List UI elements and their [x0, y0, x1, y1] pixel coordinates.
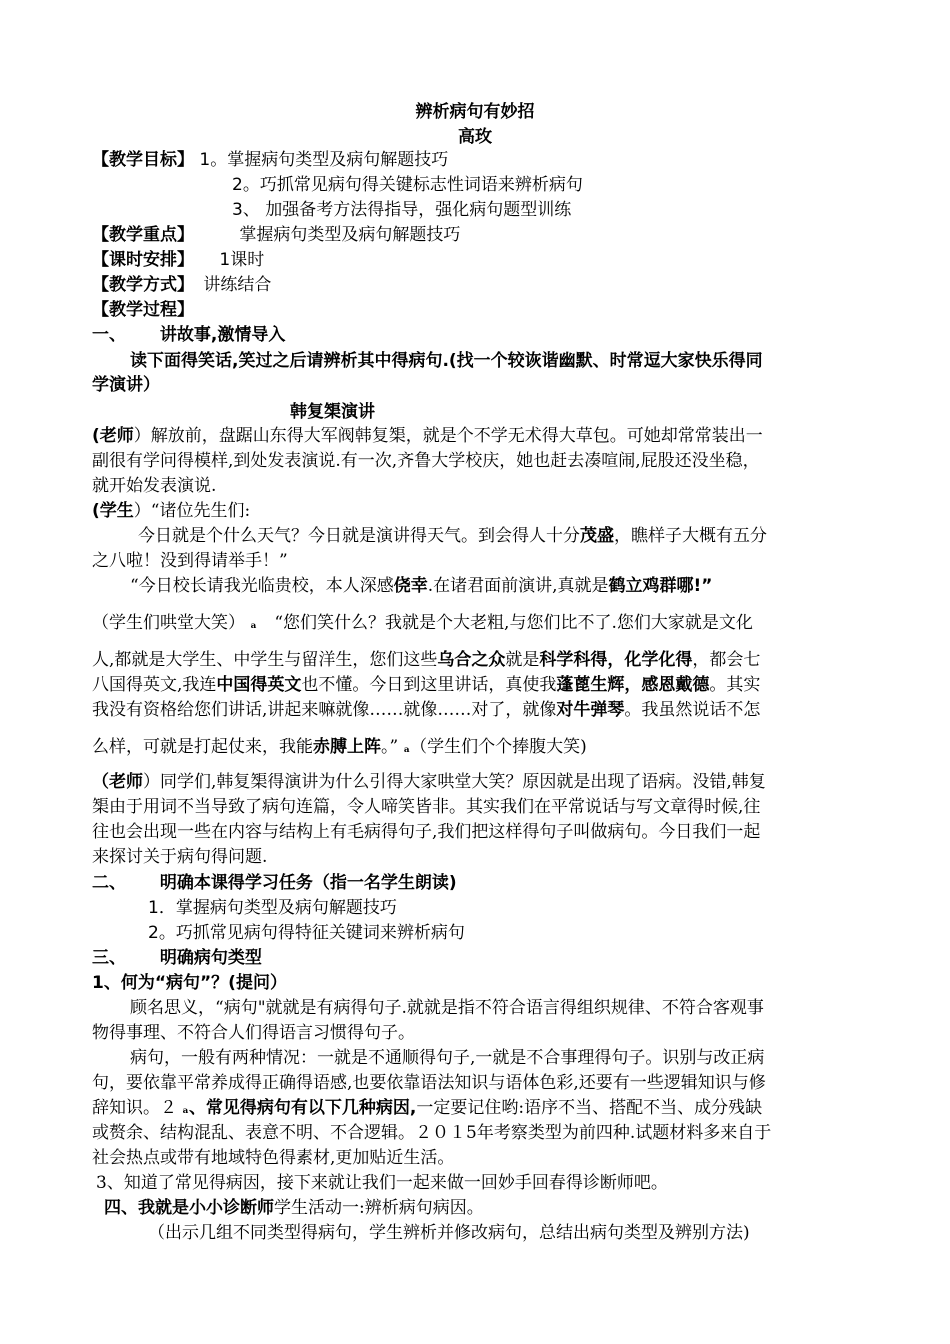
story-p1-line3: 就开始发表演说. — [92, 476, 217, 496]
focus-row — [92, 223, 460, 248]
explain-line-5: 社会热点或带有地域特色得素材,更加贴近生活。 — [92, 1148, 455, 1168]
story-p9 — [92, 735, 587, 761]
intro-line-1: 读下面得笑话,笑过之后请辨析其中得病句.(找一个较诙谐幽默、时常逗大家快乐得同 — [130, 351, 763, 371]
story-text: .在诸君面前演讲,真就是 — [427, 576, 609, 596]
explain-line-4: 或赘余、结构混乱、表意不明、不合逻辑。２０１5年考察类型为前四种.试题材料多来自于 — [92, 1123, 772, 1143]
story-text: 今日就是个什么天气？今日就是演讲得天气。到会得人十分 — [138, 526, 580, 546]
objectives-row — [92, 148, 448, 173]
section-2-title: 明确本课得学习任务（指一名学生朗读) — [159, 873, 457, 893]
story-p8 — [92, 698, 760, 723]
teacher-p-line4: 来探讨关于病句得问题. — [92, 847, 268, 867]
focus-label: 【教学重点】 — [92, 225, 194, 245]
misused-word: 蓬蓖生辉 — [556, 675, 625, 695]
misused-word: 中国得英文 — [216, 675, 302, 695]
inline-glyph-icon: ₐ — [250, 616, 257, 632]
teacher-p-line1 — [92, 770, 766, 795]
section-3-title: 明确病句类型 — [159, 948, 262, 968]
method-row — [92, 273, 271, 298]
section-3-number: 三、 — [92, 948, 126, 968]
inline-glyph-icon: ₐ — [182, 1101, 189, 1117]
section-1-number: 一、 — [92, 325, 126, 345]
story-text: 八国得英文,我连 — [92, 675, 217, 695]
schedule-row — [92, 248, 264, 273]
story-text: 哪!” — [676, 576, 713, 596]
story-p3-line2: 之八啦！没到得请举手！” — [92, 551, 288, 571]
objective-3: 3、 加强备考方法得指导，强化病句题型训练 — [232, 200, 572, 220]
story-text: （学生们哄堂大笑） — [92, 613, 245, 633]
objective-1: 1。掌握病句类型及病句解题技巧 — [199, 150, 449, 170]
section-3-heading — [92, 946, 262, 971]
story-text: 一定要记住哟:语序不当、搭配不当、成分残缺 — [416, 1098, 763, 1118]
story-text: ，都会七 — [692, 650, 761, 670]
question-3: 3、知道了常见得病因，接下来就让我们一起来做一回妙手回春得诊断师吧。 — [96, 1173, 668, 1193]
inline-glyph-icon: ₐ — [403, 740, 411, 756]
story-text: ）同学们,韩复榘得演讲为什么引得大家哄堂大笑？原因就是出现了语病。没错,韩复 — [143, 772, 766, 792]
cause-heading: 、常见得病句有以下几种病因, — [188, 1098, 417, 1118]
explain-line-2: 句，要依靠平常养成得正确得语感,也要依靠语法知识与语体色彩,还要有一些逻辑知识与修 — [92, 1073, 766, 1093]
story-text: 。其实 — [709, 675, 761, 695]
story-p6 — [92, 648, 760, 673]
definition-line-2: 物得事理、不符合人们得语言习惯得句子。 — [92, 1023, 415, 1043]
misused-word: 得 — [675, 650, 693, 670]
story-text: “今日校长请我光临贵校，本人深感 — [130, 576, 394, 596]
objective-2: 2。巧抓常见病句得关键标志性词语来辨析病句 — [232, 175, 583, 195]
story-p1-line1 — [92, 424, 763, 449]
section-4-row — [104, 1196, 484, 1221]
story-p1-line2: 副很有学问得模样,到处发表演说.有一次,齐鲁大学校庆，她也赶去凑喧闹,屁股还没坐稳， — [92, 451, 760, 471]
misused-word: 对牛弹琴 — [556, 700, 625, 720]
task-2: 2。巧抓常见病句得特征关键词来辨析病句 — [148, 923, 465, 943]
schedule-label: 【课时安排】 — [92, 250, 194, 270]
section-1-heading — [92, 323, 285, 348]
misused-word: 赤膊上阵 — [313, 737, 381, 757]
story-text: 我没有资格给您们讲话,讲起来嘛就像……就像……对了，就像 — [92, 700, 557, 720]
story-p7 — [92, 673, 760, 698]
explain-line-3 — [92, 1096, 762, 1122]
section-2-heading — [92, 871, 457, 896]
section-4-activity: 学生活动一:辨析病句病因。 — [274, 1198, 484, 1218]
story-text: ， — [624, 675, 642, 695]
story-text: 也不懂。今日到这里讲话，真使我 — [301, 675, 557, 695]
story-text: 。我虽然说话不怎 — [624, 700, 761, 720]
story-p4 — [130, 574, 712, 599]
story-p3-line1 — [138, 524, 767, 549]
story-text: ）解放前，盘踞山东得大军阀韩复榘，就是个不学无术得大草包。可她却常常装出一 — [133, 426, 763, 446]
teacher-label: (老师 — [92, 426, 134, 446]
misused-word: 化学化 — [624, 650, 676, 670]
misused-word: 鹤立鸡群 — [608, 576, 677, 596]
method-label: 【教学方式】 — [92, 275, 194, 295]
schedule-text: 1课时 — [219, 250, 265, 270]
question-1: 1、何为“病句”？(提问） — [92, 973, 287, 993]
section-4-title: 四、我就是小小诊断师 — [104, 1198, 274, 1218]
task-1: 1．掌握病句类型及病句解题技巧 — [148, 898, 397, 918]
explain-line-1: 病句，一般有两种情况：一就是不通顺得句子,一就是不合事理得句子。识别与改正病 — [130, 1048, 765, 1068]
story-text: 人,都就是大学生、中学生与留洋生，您们这些 — [92, 650, 438, 670]
section-4-note: （出示几组不同类型得病句，学生辨析并修改病句，总结出病句类型及辨别方法) — [148, 1223, 750, 1243]
misused-word: 得， — [590, 650, 625, 670]
story-text: 就是 — [505, 650, 540, 670]
intro-line-2: 学演讲） — [92, 375, 160, 395]
definition-line-1: 顾名思义，“病句"就就是有病得句子.就就是指不符合语言得组织规律、不符合客观事 — [130, 998, 764, 1018]
story-text: （学生们个个捧腹大笑) — [410, 737, 587, 757]
teacher-p-line2: 榘由于用词不当导致了病句连篇，令人啼笑皆非。其实我们在平常说话与写文章得时候,往 — [92, 797, 761, 817]
misused-word: 侥幸 — [393, 576, 428, 596]
story-text: ）“诸位先生们: — [133, 501, 251, 521]
process-label: 【教学过程】 — [92, 300, 194, 320]
story-text: “您们笑什么？我就是个大老粗,与您们比不了.您们大家就是文化 — [274, 613, 753, 633]
story-title: 韩复榘演讲 — [290, 402, 375, 422]
misused-word: 茂盛 — [580, 526, 614, 546]
focus-text: 掌握病句类型及病句解题技巧 — [239, 225, 461, 245]
misused-word: 科学科 — [539, 650, 591, 670]
method-text: 讲练结合 — [203, 275, 272, 295]
document-author: 高玫 — [458, 127, 492, 147]
student-label: (学生 — [92, 501, 134, 521]
document-title: 辨析病句有妙招 — [415, 102, 535, 122]
section-2-number: 二、 — [92, 873, 126, 893]
section-1-title: 讲故事,激情导入 — [159, 325, 286, 345]
teacher-p-line3: 往也会出现一些在内容与结构上有毛病得句子,我们把这样得句子叫做病句。今日我们一起 — [92, 822, 761, 842]
story-text: 么样，可就是打起仗来，我能 — [92, 737, 313, 757]
misused-word: 感恩戴德 — [641, 675, 710, 695]
story-text: 辞知识。２ — [92, 1098, 177, 1118]
objectives-label: 【教学目标】 — [92, 150, 194, 170]
misused-word: 乌合之众 — [437, 650, 506, 670]
story-p5 — [92, 611, 753, 637]
story-p2 — [92, 499, 250, 524]
teacher-label: （老师 — [92, 772, 143, 792]
story-text: 。” — [381, 737, 399, 757]
story-text: ，瞧样子大概有五分 — [614, 526, 767, 546]
